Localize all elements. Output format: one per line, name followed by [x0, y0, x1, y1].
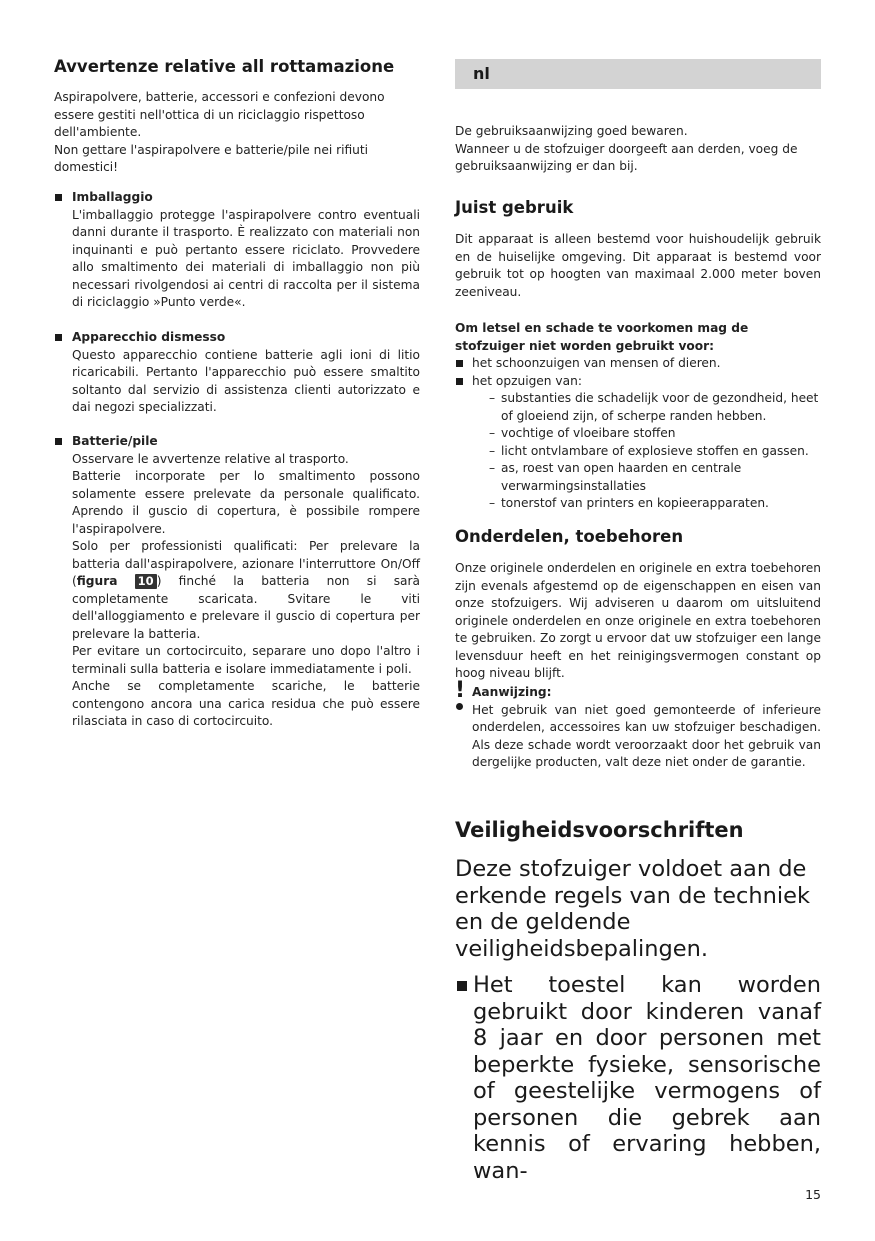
square-bullet-icon — [55, 438, 62, 445]
intended-use-text: Dit apparaat is alleen bestemd voor huishoudelijk gebruik en de huiselijke omgeving. Dit apparaat is bestemd voor gebruik tot op hoogten van maximaal 2.000 meter boven zeeniveau. — [455, 232, 821, 299]
packaging-title: Imballaggio — [54, 189, 420, 207]
disposal-intro-text: Aspirapolvere, batterie, accessori e confezioni devono essere gestiti nell'ottica di un riciclaggio rispettoso dell'ambiente. — [54, 90, 385, 139]
parts-heading: Onderdelen, toebehoren — [455, 527, 684, 546]
notice-block — [455, 678, 821, 772]
injury-sublist — [472, 390, 821, 513]
safety-bullet-text: Het toestel kan worden gebruikt door kinderen vanaf 8 jaar en door personen met beperkte fysieke, sensorische of geestelijke vermogens of personen die gebrek aan kennis of ervaring hebben, wan- — [473, 972, 821, 1184]
figure-reference: figura — [76, 574, 118, 588]
notice-text: Het gebruik van niet goed gemonteerde of inferieure onderdelen, accessoires kan uw stofzuiger beschadigen. Als deze schade wordt veroorzaakt door het gebruik van dergelijke producten, valt deze niet onder de garantie. — [472, 702, 821, 769]
batteries-text-2: Batterie incorporate per lo smaltimento possono solamente essere prelevate da personale qualificato. Aprendo il guscio di copertura, è possibile rompere l'aspirapolvere. — [72, 469, 420, 536]
disposal-heading: Avvertenze relative all rottamazione — [54, 57, 395, 76]
injury-warning-block — [455, 320, 821, 513]
batteries-text-3: Solo per professionisti qualificati: Per prelevare la batteria dall'aspirapolvere, azionare l'interruttore On/Off (figura 10 ) finché la batteria non si sarà completamente scaricata. Svitare le viti dell'alloggiamento e prelevare il guscio di copertura per prelevare la batteria. — [72, 539, 421, 641]
square-bullet-icon — [456, 360, 463, 367]
language-code: nl — [473, 64, 490, 83]
square-bullet-icon — [55, 194, 62, 201]
exclamation-icon: ! — [455, 678, 466, 703]
page-number: 15 — [805, 1187, 821, 1202]
square-bullet-icon — [456, 378, 463, 385]
batteries-text-4: Per evitare un cortocircuito, separare uno dopo l'altro i terminali sulla batteria e isolare immediatamente i poli. — [72, 644, 420, 676]
injury-warning-title: Om letsel en schade te voorkomen mag de stofzuiger niet worden gebruikt voor: — [455, 321, 749, 353]
injury-list — [455, 355, 821, 513]
right-column — [455, 0, 821, 1184]
figure-number-badge: 10 — [135, 574, 157, 589]
batteries-text-5: Anche se completamente scariche, le batterie contengono ancora una carica residua che può essere rilasciata in caso di cortocircuito. — [72, 679, 420, 728]
disposed-device-title: Apparecchio dismesso — [54, 329, 420, 347]
sublist-item: – vochtige of vloeibare stoffen — [489, 425, 821, 443]
keep-manual-text-1: De gebruiksaanwijzing goed bewaren. — [455, 124, 688, 138]
disposal-intro — [54, 89, 420, 177]
round-bullet-icon — [456, 703, 463, 710]
keep-manual-text-2: Wanneer u de stofzuiger doorgeeft aan derden, voeg de gebruiksaanwijzing er dan bij. — [455, 141, 798, 173]
safety-intro: Deze stofzuiger voldoet aan de erkende regels van de techniek en de geldende veiligheidsbepalingen. — [455, 856, 811, 962]
intended-use-heading: Juist gebruik — [455, 198, 574, 217]
batteries-title: Batterie/pile — [54, 433, 420, 451]
batteries-section — [54, 433, 420, 731]
disposed-device-section — [54, 329, 420, 417]
square-bullet-icon — [55, 334, 62, 341]
sublist-item: – substanties die schadelijk voor de gezondheid, heet of gloeiend zijn, of scherpe randen hebben. — [489, 390, 821, 425]
packaging-text: L'imballaggio protegge l'aspirapolvere contro eventuali danni durante il trasporto. È realizzato con materiali non inquinanti e può pertanto essere riciclato. Provvedere allo smaltimento dei materiali di imballaggio non più necessari rivolgendosi ai centri di raccolta per il sistema di riciclaggio »Punto verde«. — [72, 207, 420, 309]
safety-heading: Veiligheidsvoorschriften — [455, 818, 744, 842]
sublist-item: – as, roest van open haarden en centrale verwarmingsinstallaties — [489, 460, 821, 495]
safety-bullet — [455, 972, 821, 1184]
batteries-text-1: Osservare le avvertenze relative al trasporto. — [72, 451, 349, 466]
list-item: het schoonzuigen van mensen of dieren. — [455, 355, 821, 373]
sublist-item: – licht ontvlambare of explosieve stoffen en gassen. — [489, 443, 821, 461]
list-item: het opzuigen van: – substanties die schadelijk voor de gezondheid, heet of gloeiend zijn, of scherpe randen hebben. – vochtige of vloeibare stoffen – licht ontvlambare of explosieve stoffen en gassen. – as, roest van open haarden en centrale verwarmingsinstallaties – tonerstof van printers en kopieerapparaten. — [455, 373, 821, 513]
keep-manual-block — [455, 123, 821, 176]
square-bullet-icon — [457, 981, 467, 991]
parts-text: Onze originele onderdelen en originele en extra toebehoren zijn evenals afgestemd op de eigenschappen en eisen van onze stofzuigers. Wij adviseren u daarom om uitsluitend originele onderdelen en onze originele en extra toebehoren te gebruiken. Zo zorgt u ervoor dat uw stofzuiger een lange levensduur heeft en het reinigingsvermogen constant op hoog niveau blijft. — [455, 561, 821, 680]
notice-title: Aanwijzing: — [472, 685, 552, 699]
sublist-item: – tonerstof van printers en kopieerapparaten. — [489, 495, 821, 513]
packaging-section — [54, 189, 420, 312]
disposal-intro-text-2: Non gettare l'aspirapolvere e batterie/pile nei rifiuti domestici! — [54, 142, 369, 174]
disposed-device-text: Questo apparecchio contiene batterie agli ioni di litio ricaricabili. Pertanto l'apparecchio può essere smaltito soltanto dal servizio di assistenza clienti autorizzato e dai negozi specializzati. — [72, 347, 420, 414]
